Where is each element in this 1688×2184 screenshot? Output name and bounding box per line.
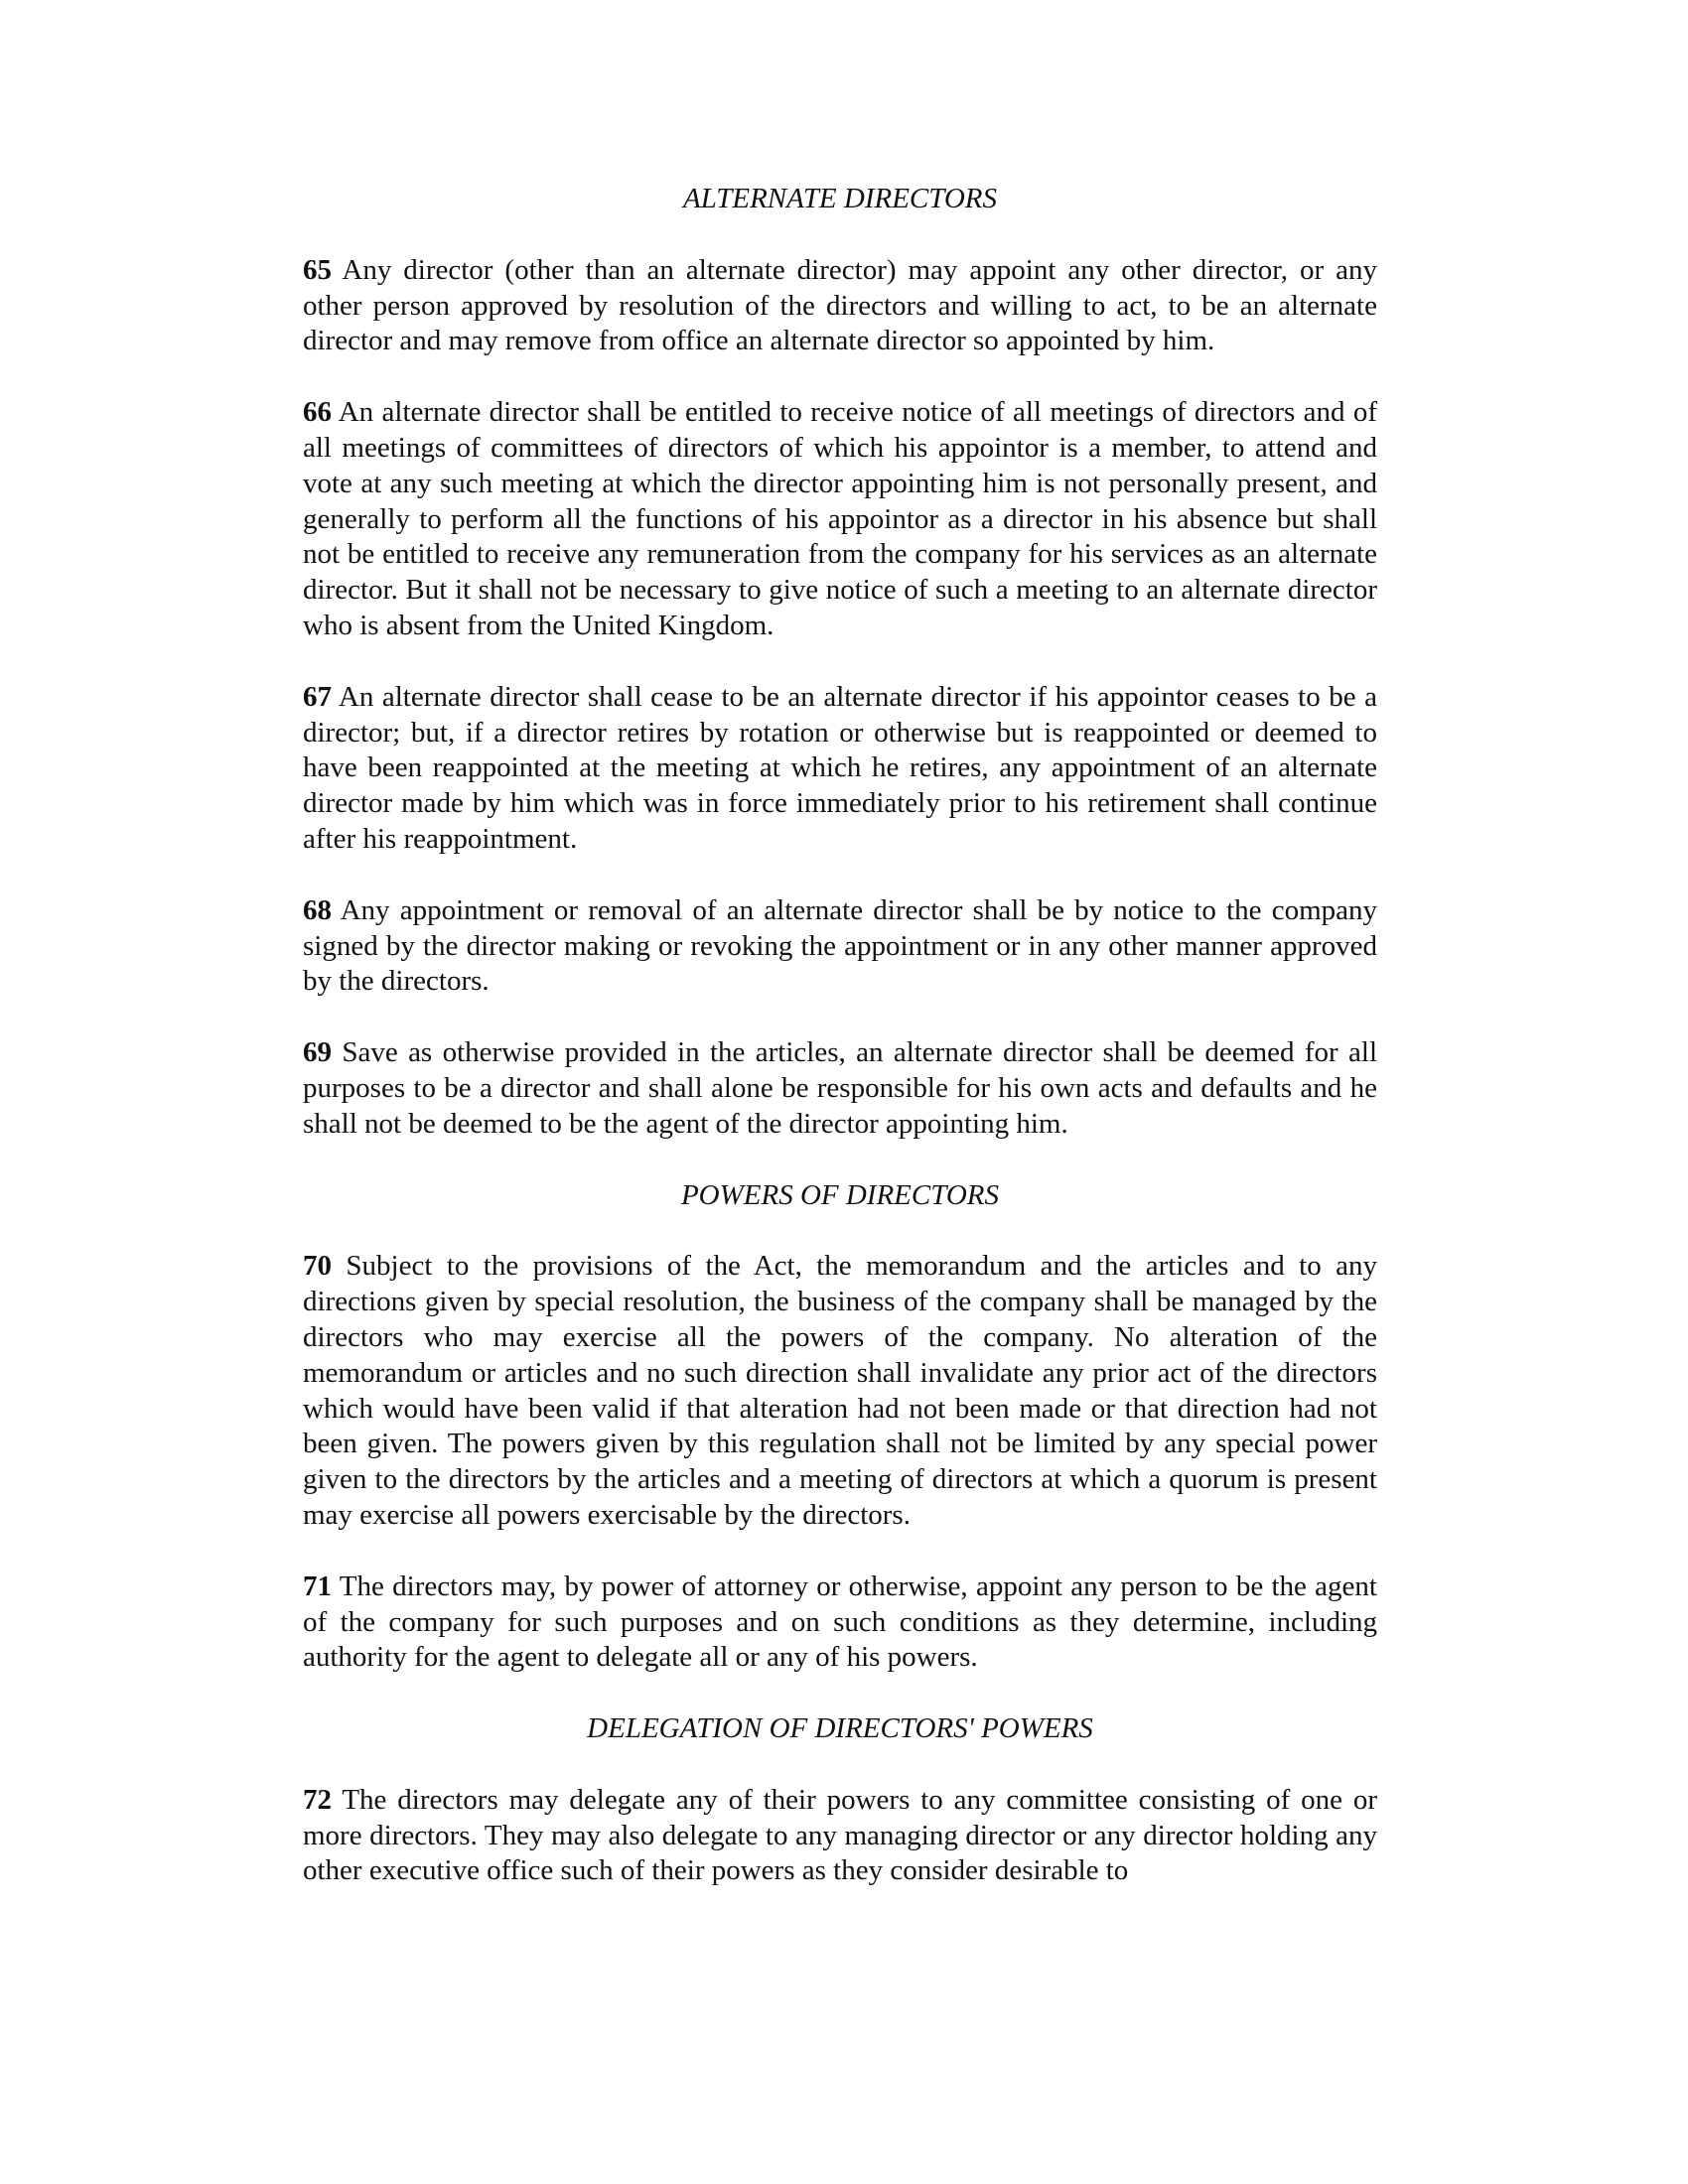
paragraph-text: An alternate director shall be entitled to receive notice of all meetings of directors and of all meetings of committees of directors of which his appointor is a member, to attend and vote at any such meeting at which the director appointing him is not personally present, and generally to perform all the functions of his appointor as a director in his absence but shall not be entitled to receive any remuneration from the company for his services as an alternate director. But it shall not be necessary to give notice of such a meeting to an alternate director who is absent from the United Kingdom. <box>303 396 1377 641</box>
paragraph-text: An alternate director shall cease to be an alternate director if his appointor ceases to be a director; but, if a director retires by rotation or otherwise but is reappointed or deemed to have been reappointed at the meeting at which he retires, any appointment of an alternate director made by him which was in force immediately prior to his retirement shall continue after his reappointment. <box>303 680 1377 855</box>
paragraph-69 <box>303 1035 1377 1142</box>
section-heading-powers-of-directors: POWERS OF DIRECTORS <box>680 1178 1000 1211</box>
paragraph-text: Any appointment or removal of an alternate director shall be by notice to the company signed by the director making or revoking the appointment or in any other manner approved by the directors. <box>303 893 1377 998</box>
paragraph-70 <box>303 1249 1377 1533</box>
paragraph-72 <box>303 1783 1377 1889</box>
paragraph-71 <box>303 1570 1377 1676</box>
paragraph-number: 72 <box>303 1783 332 1816</box>
paragraph-number: 70 <box>303 1250 332 1283</box>
section-heading-delegation-of-directors-powers: DELEGATION OF DIRECTORS' POWERS <box>587 1712 1093 1745</box>
paragraph-number: 68 <box>303 893 332 926</box>
paragraph-number: 65 <box>303 253 332 286</box>
section-heading-alternate-directors: ALTERNATE DIRECTORS <box>682 183 998 214</box>
paragraph-67 <box>303 680 1377 858</box>
paragraph-66 <box>303 395 1377 644</box>
paragraph-number: 71 <box>303 1570 332 1602</box>
paragraph-number: 66 <box>303 396 332 429</box>
paragraph-number: 67 <box>303 680 332 713</box>
paragraph-68 <box>303 893 1377 1000</box>
paragraph-text: Any director (other than an alternate director) may appoint any other director, or any other person approved by resolution of the directors and willing to act, to be an alternate director and may remove from office an alternate director so appointed by him. <box>303 253 1377 357</box>
paragraph-65 <box>303 253 1377 359</box>
paragraph-text: The directors may, by power of attorney or otherwise, appoint any person to be the agent of the company for such purposes and on such conditions as they determine, including authority for the agent to delegate all or any of his powers. <box>303 1570 1377 1674</box>
paragraph-text: Subject to the provisions of the Act, the memorandum and the articles and to any directions given by special resolution, the business of the company shall be managed by the directors who may exercise all the powers of the company. No alteration of the memorandum or articles and no such direction shall invalidate any prior act of the directors which would have been valid if that alteration had not been made or that direction had not been given. The powers given by this regulation shall not be limited by any special power given to the directors by the articles and a meeting of directors at which a quorum is present may exercise all powers exercisable by the directors. <box>303 1250 1377 1531</box>
paragraph-text: The directors may delegate any of their powers to any committee consisting of one or more directors. They may also delegate to any managing director or any director holding any other executive office such of their powers as they consider desirable to <box>303 1783 1377 1887</box>
paragraph-number: 69 <box>303 1036 332 1069</box>
paragraph-text: Save as otherwise provided in the articles, an alternate director shall be deemed for all purposes to be a director and shall alone be responsible for his own acts and defaults and he shall not be deemed to be the agent of the director appointing him. <box>303 1036 1377 1140</box>
document-body <box>303 182 1377 1889</box>
